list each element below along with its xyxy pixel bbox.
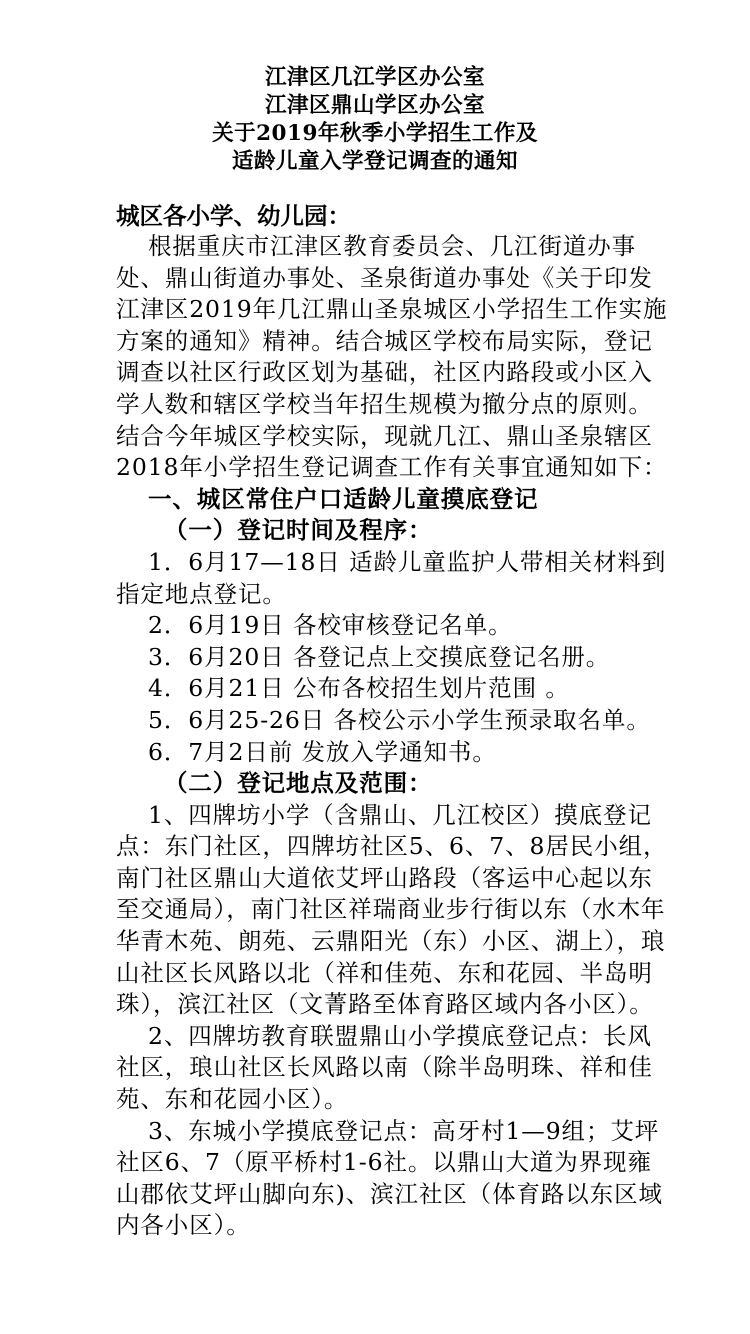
schedule-item: 1．6月17—18日 适龄儿童监护人带相关材料到指定地点登记。 <box>116 547 667 608</box>
schedule-item: 3．6月20日 各登记点上交摸底登记名册。 <box>148 642 611 671</box>
location-item: 2、四牌坊教育联盟鼎山小学摸底登记点：长风社区，琅山社区长风路以南（除半岛明珠、祥和佳苑、东和花园小区）。 <box>116 1021 653 1114</box>
intro-paragraph: 根据重庆市江津区教育委员会、几江街道办事处、鼎山街道办事处、圣泉街道办事处《关于印发江津区2019年几江鼎山圣泉城区小学招生工作实施方案的通知》精神。结合城区学校布局实际，登记调查以社区行政区划为基础，社区内路段或小区入学人数和辖区学校当年招生规模为撤分点的原则。结合今年城区学校实际，现就几江、鼎山圣泉辖区2018年小学招生登记调查工作有关事宜通知如下： <box>116 232 668 482</box>
location-item: 3、东城小学摸底登记点：高牙村1—9组；艾坪社区6、7（原平桥村1-6社。以鼎山大道为界现雍山郡依艾坪山脚向东)、滨江社区（体育路以东区域内各小区）。 <box>116 1116 663 1240</box>
title-line-4: 适龄儿童入学登记调查的通知 <box>231 149 518 174</box>
document-title-block <box>0 64 750 176</box>
document-body <box>116 231 672 1242</box>
section-heading: 一、城区常住户口适龄儿童摸底登记 <box>148 484 539 513</box>
title-line-3: 关于2019年秋季小学招生工作及 <box>212 121 538 146</box>
subsection-heading-location: （二）登记地点及范围： <box>164 769 433 798</box>
salutation: 城区各小学、幼儿园： <box>116 202 351 230</box>
subsection-heading-time: （一）登记时间及程序： <box>164 516 433 545</box>
schedule-item: 6．7月2日前 发放入学通知书。 <box>148 737 497 766</box>
schedule-item: 2．6月19日 各校审核登记名单。 <box>148 611 513 640</box>
schedule-item: 4．6月21日 公布各校招生划片范围 。 <box>148 674 570 703</box>
location-item: 1、四牌坊小学（含鼎山、几江校区）摸底登记点：东门社区，四牌坊社区5、6、7、8居民小组，南门社区鼎山大道依艾坪山路段（客运中心起以东至交通局），南门社区祥瑞商业步行街以东（水木年华青木苑、朗苑、云鼎阳光（东）小区、湖上），琅山社区长风路以北（祥和佳苑、东和花园、半岛明珠），滨江社区（文菁路至体育路区域内各小区）。 <box>116 800 668 1019</box>
schedule-item: 5．6月25-26日 各校公示小学生预录取名单。 <box>148 705 651 734</box>
title-line-1: 江津区几江学区办公室 <box>264 65 485 90</box>
title-line-2: 江津区鼎山学区办公室 <box>264 93 485 118</box>
